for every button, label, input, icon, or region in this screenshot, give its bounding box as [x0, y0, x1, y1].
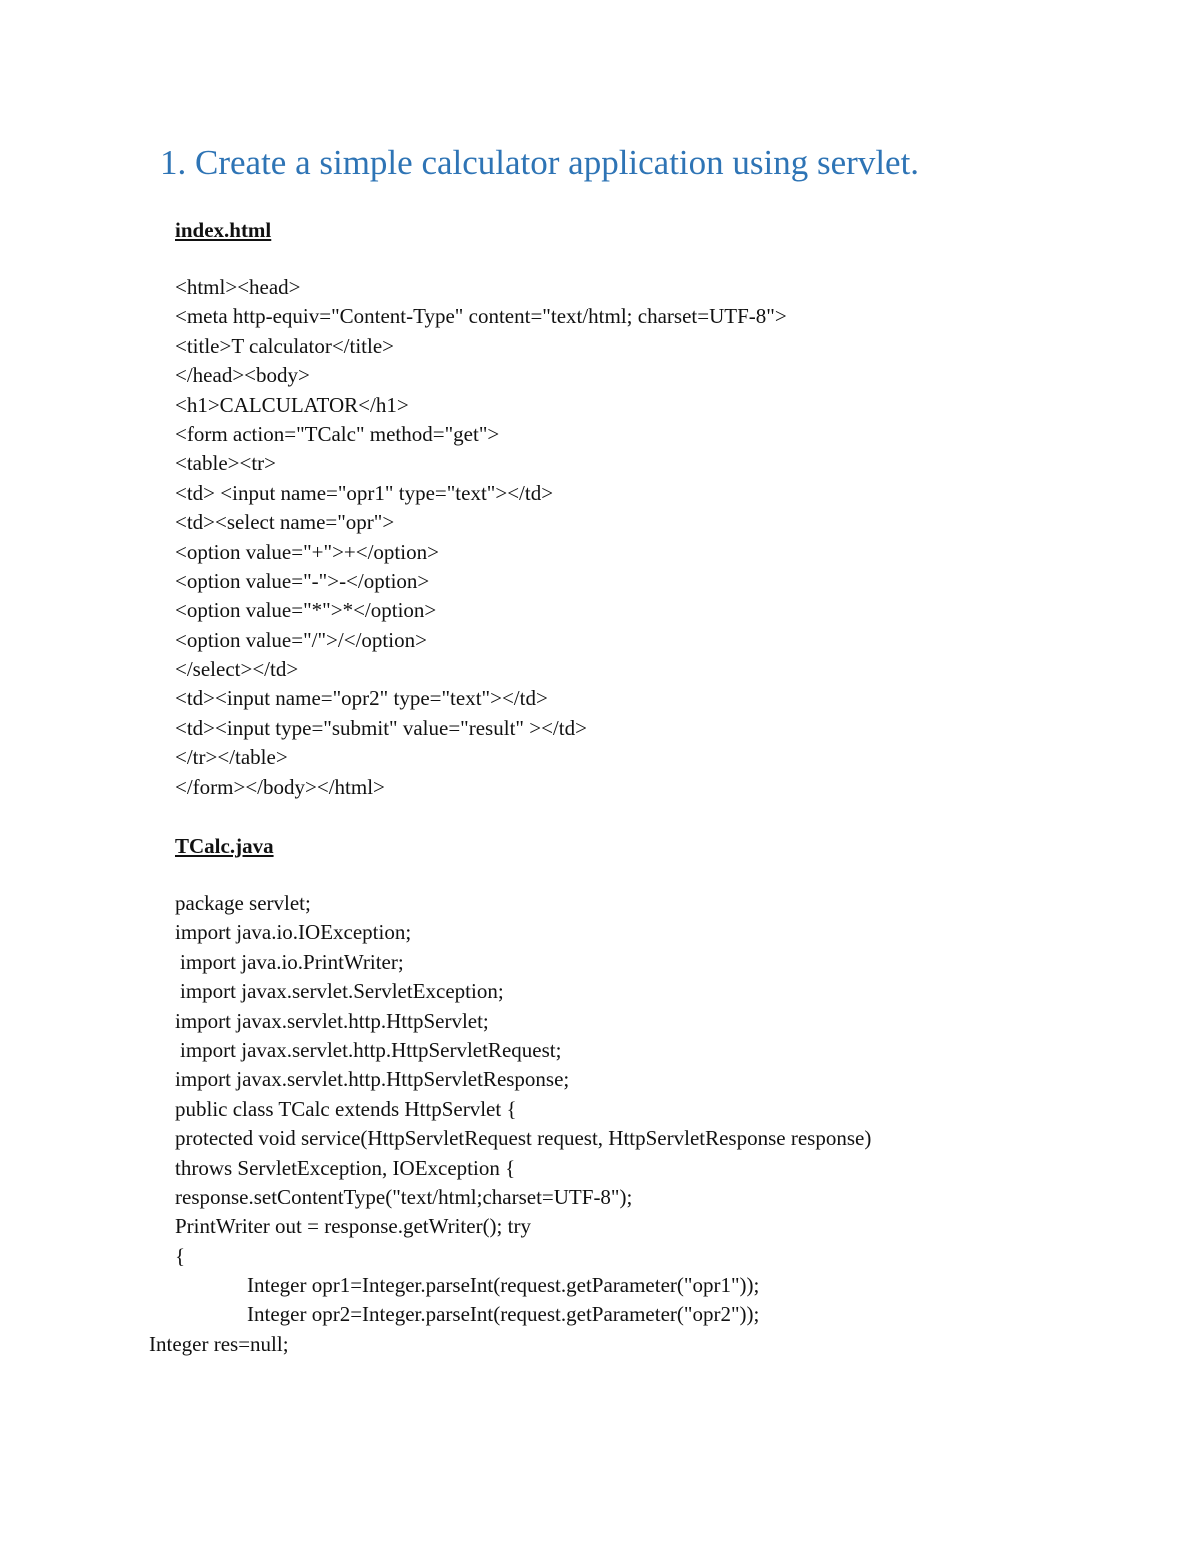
index-html-title: index.html	[175, 218, 272, 242]
code-line: <option value="/">/</option>	[175, 627, 427, 652]
code-line: import java.io.PrintWriter;	[180, 949, 404, 974]
code-line: <meta http-equiv="Content-Type" content="text/html; charset=UTF-8">	[175, 304, 787, 329]
code-line: Integer res=null;	[149, 1331, 289, 1356]
code-line: <h1>CALCULATOR</h1>	[175, 392, 409, 417]
code-line: import java.io.IOException;	[175, 920, 412, 945]
code-line: protected void service(HttpServletRequest request, HttpServletResponse response)	[175, 1126, 872, 1151]
code-line: </form></body></html>	[175, 774, 385, 799]
index-html-code	[175, 273, 787, 802]
code-line: <td><input name="opr2" type="text"></td>	[175, 686, 548, 711]
code-line: PrintWriter out = response.getWriter(); try	[175, 1214, 531, 1239]
code-line: Integer opr2=Integer.parseInt(request.getParameter("opr2"));	[247, 1302, 760, 1327]
code-line: public class TCalc extends HttpServlet {	[175, 1096, 517, 1121]
tcalc-java-title: TCalc.java	[175, 834, 274, 858]
code-line: <option value="+">+</option>	[175, 539, 439, 564]
code-line: <option value="-">-</option>	[175, 568, 430, 593]
code-line: import javax.servlet.http.HttpServlet;	[175, 1008, 489, 1033]
tcalc-java-code	[149, 889, 872, 1359]
code-line: import javax.servlet.ServletException;	[180, 979, 504, 1004]
code-line: <title>T calculator</title>	[175, 333, 395, 358]
code-line: </head><body>	[175, 363, 310, 388]
code-line: throws ServletException, IOException {	[175, 1155, 516, 1180]
code-line: package servlet;	[175, 891, 311, 915]
code-line: {	[175, 1243, 186, 1268]
code-line: Integer opr1=Integer.parseInt(request.getParameter("opr1"));	[247, 1273, 760, 1298]
code-line: </select></td>	[175, 657, 299, 682]
code-line: <html><head>	[175, 275, 301, 299]
code-line: <td><input type="submit" value="result" ></td>	[175, 715, 587, 740]
code-line: <td><select name="opr">	[175, 510, 395, 535]
code-line: <table><tr>	[175, 451, 277, 476]
code-line: <form action="TCalc" method="get">	[175, 421, 500, 446]
code-line: import javax.servlet.http.HttpServletResponse;	[175, 1067, 570, 1092]
code-line: </tr></table>	[175, 745, 288, 770]
code-line: import javax.servlet.http.HttpServletRequest;	[180, 1037, 562, 1062]
page-heading: 1. Create a simple calculator application using servlet.	[160, 143, 920, 182]
code-line: response.setContentType("text/html;charset=UTF-8");	[175, 1184, 633, 1209]
code-line: <td> <input name="opr1" type="text"></td>	[175, 480, 554, 505]
code-line: <option value="*">*</option>	[175, 598, 437, 623]
